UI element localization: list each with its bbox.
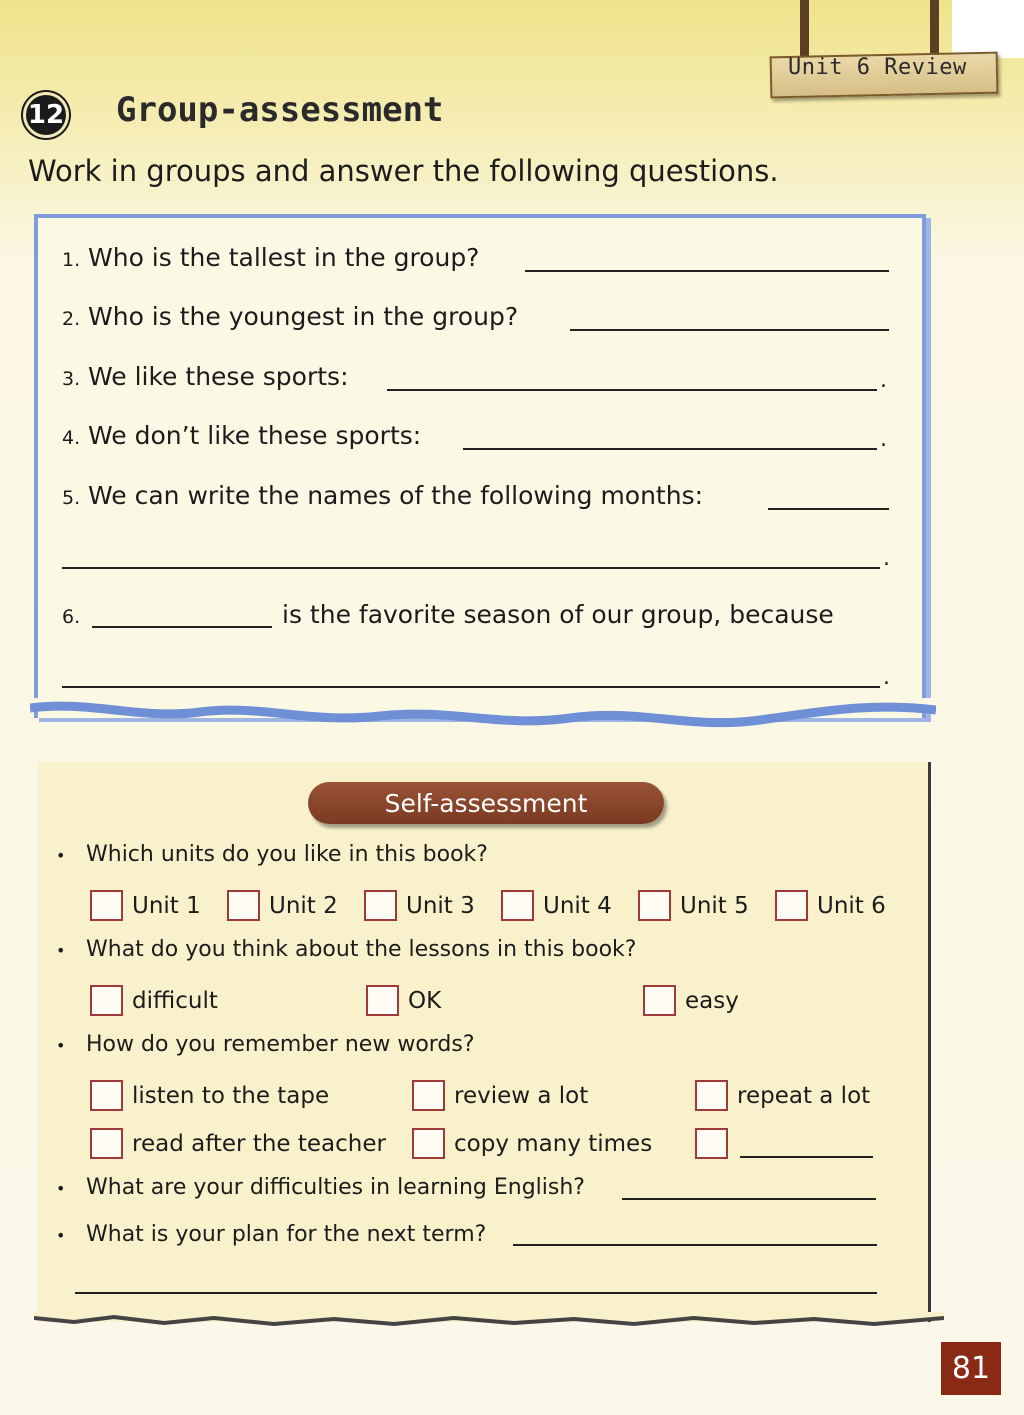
sign-post-left	[800, 0, 809, 56]
bullet: •	[56, 1035, 66, 1055]
unit-option-1[interactable]	[90, 890, 201, 921]
option-label: Unit 5	[680, 892, 749, 919]
bullet: •	[56, 940, 66, 960]
period: .	[880, 427, 887, 452]
card-wavy-edge	[30, 698, 936, 744]
answer-line-6a[interactable]	[92, 626, 272, 628]
group-question-1	[62, 243, 479, 272]
option-label: review a lot	[454, 1082, 589, 1109]
question-text: How do you remember new words?	[86, 1032, 475, 1057]
question-number: 6.	[62, 606, 81, 628]
checkbox[interactable]	[227, 890, 260, 921]
checkbox[interactable]	[364, 890, 397, 921]
unit-option-2[interactable]	[227, 890, 338, 921]
checkbox[interactable]	[366, 985, 399, 1016]
option-label: Unit 6	[817, 892, 886, 919]
option-label: read after the teacher	[132, 1130, 386, 1157]
self-assessment-title: Self-assessment	[308, 782, 664, 824]
difficulties-answer-line[interactable]	[622, 1198, 876, 1200]
memory-option-read[interactable]	[90, 1128, 386, 1159]
checkbox[interactable]	[90, 1080, 123, 1111]
self-question-2	[56, 937, 636, 962]
bullet: •	[56, 845, 66, 865]
checkbox[interactable]	[412, 1128, 445, 1159]
question-text: We can write the names of the following months:	[88, 481, 704, 510]
self-question-4	[56, 1175, 585, 1200]
checkbox[interactable]	[90, 890, 123, 921]
unit-option-4[interactable]	[501, 890, 612, 921]
corner-blank	[952, 0, 1024, 58]
option-label: Unit 1	[132, 892, 201, 919]
option-label: OK	[408, 987, 442, 1014]
answer-line-4[interactable]	[463, 448, 877, 450]
lesson-option-ok[interactable]	[366, 985, 441, 1016]
checkbox[interactable]	[90, 1128, 123, 1159]
question-text: We don’t like these sports:	[88, 421, 422, 450]
option-label: listen to the tape	[132, 1082, 330, 1109]
question-text: We like these sports:	[88, 362, 349, 391]
memory-option-review[interactable]	[412, 1080, 588, 1111]
group-question-6-text	[282, 600, 834, 629]
checkbox[interactable]	[90, 985, 123, 1016]
option-label: difficult	[132, 987, 218, 1014]
question-number: 4.	[62, 427, 81, 449]
group-question-2	[62, 302, 518, 331]
instruction-text: Work in groups and answer the following questions.	[28, 154, 779, 188]
unit-label: Unit 6 Review	[788, 55, 967, 80]
period: .	[883, 665, 890, 690]
self-question-3	[56, 1032, 475, 1057]
checkbox[interactable]	[695, 1080, 728, 1111]
period: .	[880, 368, 887, 393]
unit-option-6[interactable]	[775, 890, 886, 921]
period: .	[883, 546, 890, 571]
option-label: Unit 3	[406, 892, 475, 919]
question-number: 5.	[62, 487, 81, 509]
bullet: •	[56, 1178, 66, 1198]
answer-line-6b[interactable]	[62, 686, 880, 688]
group-question-3	[62, 362, 349, 391]
checkbox[interactable]	[638, 890, 671, 921]
lesson-option-easy[interactable]	[643, 985, 739, 1016]
memory-option-other[interactable]	[695, 1128, 737, 1159]
page-number: 81	[941, 1342, 1001, 1395]
self-question-5	[56, 1222, 486, 1247]
checkbox[interactable]	[501, 890, 534, 921]
question-number: 1.	[62, 249, 81, 271]
question-text: Which units do you like in this book?	[86, 842, 488, 867]
memory-option-listen[interactable]	[90, 1080, 329, 1111]
card-torn-edge	[34, 1312, 944, 1342]
memory-option-copy[interactable]	[412, 1128, 652, 1159]
section-number-badge: 12	[26, 95, 66, 135]
section-title: Group-assessment	[116, 90, 444, 130]
unit-option-5[interactable]	[638, 890, 749, 921]
question-number: 2.	[62, 308, 81, 330]
option-label: Unit 4	[543, 892, 612, 919]
plan-answer-line-2[interactable]	[75, 1292, 877, 1294]
answer-line-5b[interactable]	[62, 567, 880, 569]
option-label: Unit 2	[269, 892, 338, 919]
option-label: easy	[685, 987, 739, 1014]
plan-answer-line-1[interactable]	[513, 1244, 877, 1246]
question-text: What are your difficulties in learning English?	[86, 1175, 585, 1200]
checkbox[interactable]	[412, 1080, 445, 1111]
group-question-5	[62, 481, 703, 510]
other-answer-line[interactable]	[740, 1156, 873, 1158]
checkbox[interactable]	[695, 1128, 728, 1159]
checkbox[interactable]	[643, 985, 676, 1016]
question-text: is the favorite season of our group, because	[282, 600, 834, 629]
option-label: repeat a lot	[737, 1082, 871, 1109]
question-text: What is your plan for the next term?	[86, 1222, 487, 1247]
question-text: Who is the youngest in the group?	[88, 302, 519, 331]
group-question-4	[62, 421, 421, 450]
checkbox[interactable]	[775, 890, 808, 921]
answer-line-2[interactable]	[570, 329, 889, 331]
answer-line-5a[interactable]	[768, 508, 889, 510]
group-question-6	[62, 600, 88, 629]
bullet: •	[56, 1225, 66, 1245]
answer-line-1[interactable]	[525, 270, 889, 272]
option-label: copy many times	[454, 1130, 653, 1157]
answer-line-3[interactable]	[387, 389, 877, 391]
question-number: 3.	[62, 368, 81, 390]
lesson-option-difficult[interactable]	[90, 985, 218, 1016]
self-question-1	[56, 842, 488, 867]
memory-option-repeat[interactable]	[695, 1080, 870, 1111]
unit-option-3[interactable]	[364, 890, 475, 921]
question-text: Who is the tallest in the group?	[88, 243, 480, 272]
group-assessment-card	[34, 214, 926, 718]
sign-post-right	[930, 0, 939, 56]
question-text: What do you think about the lessons in this book?	[86, 937, 637, 962]
